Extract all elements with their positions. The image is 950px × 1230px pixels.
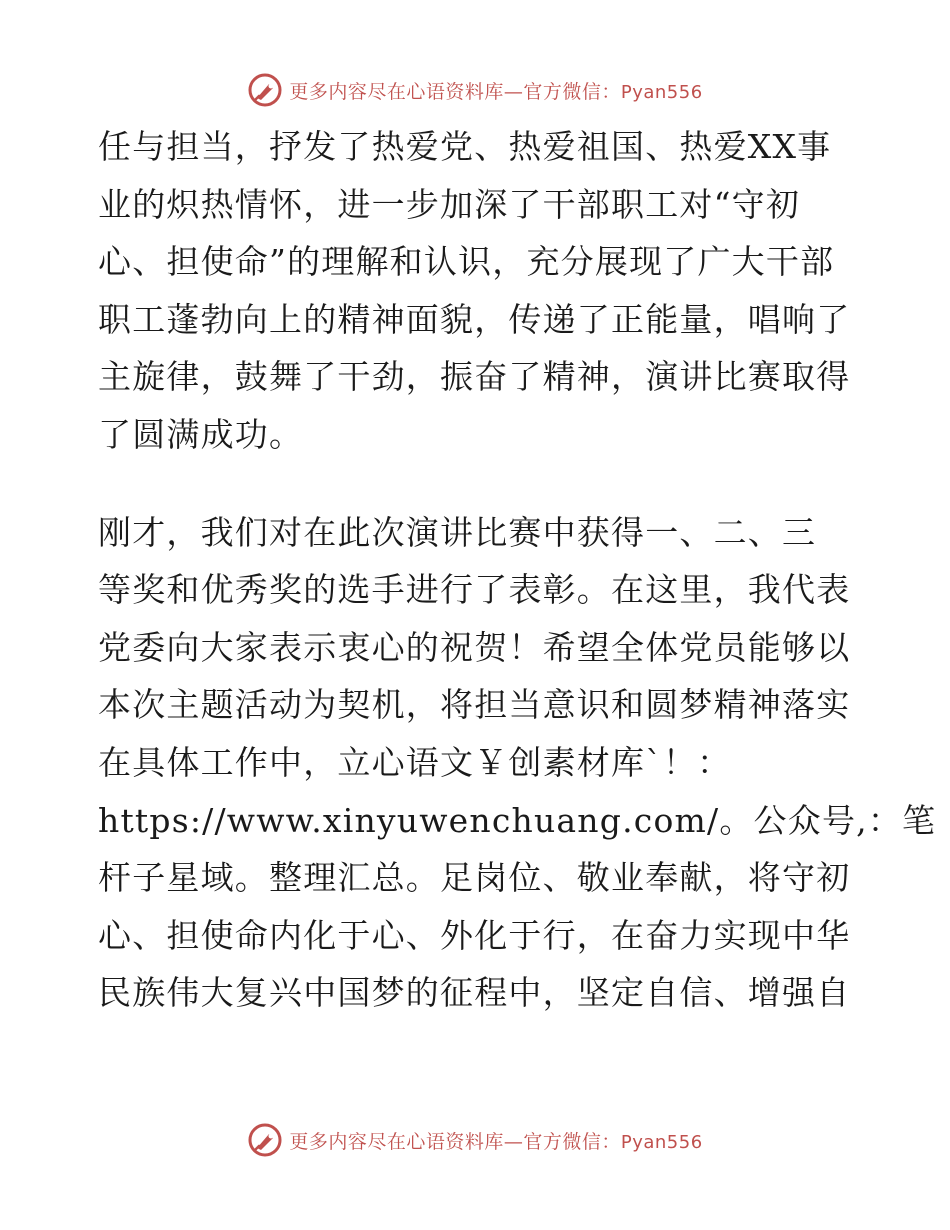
- text-line: 等奖和优秀奖的选手进行了表彰。在这里，我代表: [98, 570, 851, 610]
- text-line: 在具体工作中，立心语文￥创素材库`！：: [98, 742, 732, 782]
- banner-wechat-label: 官方微信：: [523, 1130, 621, 1153]
- pen-nib-logo-icon: [247, 72, 283, 108]
- text-line: 业的炽热情怀，进一步加深了干部职工对“守初: [98, 184, 801, 224]
- banner-wechat-id: Pyan556: [620, 81, 703, 103]
- banner-dash: —: [503, 1130, 524, 1153]
- banner-wechat-label: 官方微信：: [523, 80, 621, 103]
- text-line: 心、担使命内化于心、外化于行，在奋力实现中华: [98, 915, 851, 955]
- text-line: 了圆满成功。: [98, 414, 304, 454]
- url-text-line: https://www.xinyuwenchuang.com/。公众号,：笔: [98, 800, 937, 840]
- text-line: 本次主题活动为契机，将担当意识和圆梦精神落实: [98, 685, 851, 725]
- banner-site-text: 更多内容尽在心语资料库: [289, 1130, 504, 1153]
- text-line: 刚才，我们对在此次演讲比赛中获得一、二、三: [98, 512, 817, 552]
- paragraph-gap: [98, 464, 858, 504]
- paragraph-1: [98, 118, 858, 464]
- banner-text: [289, 77, 702, 104]
- header-banner: [0, 70, 950, 110]
- text-line: 杆子星域。整理汇总。足岗位、敬业奉献，将守初: [98, 858, 851, 898]
- text-line: 民族伟大复兴中国梦的征程中，坚定自信、增强自: [98, 973, 851, 1013]
- banner-site-text: 更多内容尽在心语资料库: [289, 80, 504, 103]
- pen-nib-logo-icon: [247, 1122, 283, 1158]
- banner-text: [289, 1127, 702, 1154]
- text-line: 党委向大家表示衷心的祝贺！希望全体党员能够以: [98, 627, 851, 667]
- text-line: 职工蓬勃向上的精神面貌，传递了正能量，唱响了: [98, 299, 851, 339]
- text-line: 心、担使命”的理解和认识，充分展现了广大干部: [98, 242, 835, 282]
- banner-wechat-id: Pyan556: [620, 1131, 703, 1153]
- document-body: [98, 118, 937, 1022]
- text-line: 主旋律，鼓舞了干劲，振奋了精神，演讲比赛取得: [98, 357, 851, 397]
- paragraph-2: [98, 504, 937, 1022]
- text-line: 任与担当，抒发了热爱党、热爱祖国、热爱XX事: [98, 127, 832, 166]
- banner-dash: —: [503, 80, 524, 103]
- footer-banner: [0, 1120, 950, 1160]
